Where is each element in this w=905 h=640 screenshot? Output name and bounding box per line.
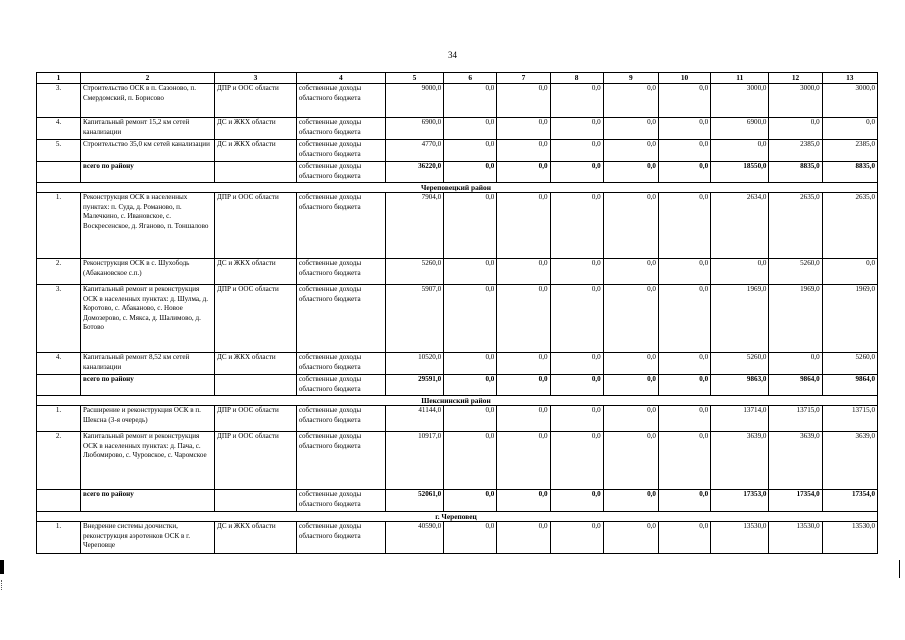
amount-col-5: 52061,0 bbox=[385, 490, 443, 512]
amount-col-11: 0,0 bbox=[711, 259, 769, 285]
amount-col-13: 13715,0 bbox=[822, 406, 877, 432]
row-number: 2. bbox=[37, 259, 81, 285]
amount-col-13: 1969,0 bbox=[822, 285, 877, 353]
column-header-8: 8 bbox=[550, 73, 603, 84]
funding-source: собственные доходы областного бюджета bbox=[296, 375, 385, 396]
amount-col-6: 0,0 bbox=[444, 193, 497, 259]
measure-name: всего по району bbox=[80, 375, 214, 396]
amount-col-12: 0,0 bbox=[769, 118, 822, 140]
table-row bbox=[37, 353, 878, 375]
row-number bbox=[37, 490, 81, 512]
amount-col-9: 0,0 bbox=[603, 375, 658, 396]
measure-name: Строительство ОСК в п. Сазоново, п. Смердомский, п. Борисово bbox=[80, 84, 214, 118]
amount-col-10: 0,0 bbox=[658, 118, 710, 140]
responsible bbox=[215, 375, 297, 396]
amount-col-9: 0,0 bbox=[603, 84, 658, 118]
total-row bbox=[37, 375, 878, 396]
amount-col-11: 18550,0 bbox=[711, 162, 769, 183]
amount-col-13: 9864,0 bbox=[822, 375, 877, 396]
amount-col-5: 40590,0 bbox=[385, 522, 443, 554]
funding-source: собственные доходы областного бюджета bbox=[296, 490, 385, 512]
amount-col-9: 0,0 bbox=[603, 285, 658, 353]
amount-col-9: 0,0 bbox=[603, 193, 658, 259]
funding-source: собственные доходы областного бюджета bbox=[296, 432, 385, 490]
amount-col-7: 0,0 bbox=[497, 84, 550, 118]
amount-col-7: 0,0 bbox=[497, 522, 550, 554]
total-row bbox=[37, 162, 878, 183]
amount-col-7: 0,0 bbox=[497, 490, 550, 512]
amount-col-11: 3000,0 bbox=[711, 84, 769, 118]
amount-col-8: 0,0 bbox=[550, 193, 603, 259]
amount-col-10: 0,0 bbox=[658, 162, 710, 183]
responsible: ДПР и ООС области bbox=[215, 432, 297, 490]
funding-source: собственные доходы областного бюджета bbox=[296, 285, 385, 353]
amount-col-8: 0,0 bbox=[550, 353, 603, 375]
responsible: ДС и ЖКХ области bbox=[215, 353, 297, 375]
column-header-11: 11 bbox=[711, 73, 769, 84]
amount-col-6: 0,0 bbox=[444, 375, 497, 396]
amount-col-7: 0,0 bbox=[497, 118, 550, 140]
measure-name: всего по району bbox=[80, 490, 214, 512]
row-number: 5. bbox=[37, 140, 81, 162]
section-title: г. Череповец bbox=[37, 512, 878, 522]
amount-col-5: 36220,0 bbox=[385, 162, 443, 183]
amount-col-12: 5260,0 bbox=[769, 259, 822, 285]
amount-col-6: 0,0 bbox=[444, 162, 497, 183]
funding-source: собственные доходы областного бюджета bbox=[296, 353, 385, 375]
responsible: ДС и ЖКХ области bbox=[215, 522, 297, 554]
amount-col-12: 2385,0 bbox=[769, 140, 822, 162]
scan-mark-right bbox=[899, 560, 900, 578]
amount-col-5: 5260,0 bbox=[385, 259, 443, 285]
amount-col-10: 0,0 bbox=[658, 193, 710, 259]
table-row bbox=[37, 406, 878, 432]
measure-name: Капитальный ремонт и реконструкция ОСК в населенных пунктах: д. Пача, с. Любомирово, с. Чуровское, с. Чаромское bbox=[80, 432, 214, 490]
table-row bbox=[37, 259, 878, 285]
amount-col-6: 0,0 bbox=[444, 432, 497, 490]
amount-col-7: 0,0 bbox=[497, 353, 550, 375]
amount-col-11: 17353,0 bbox=[711, 490, 769, 512]
amount-col-6: 0,0 bbox=[444, 285, 497, 353]
amount-col-8: 0,0 bbox=[550, 140, 603, 162]
table-row bbox=[37, 84, 878, 118]
measure-name: Капитальный ремонт 8,52 км сетей канализации bbox=[80, 353, 214, 375]
column-header-2: 2 bbox=[80, 73, 214, 84]
amount-col-5: 29591,0 bbox=[385, 375, 443, 396]
funding-source: собственные доходы областного бюджета bbox=[296, 118, 385, 140]
row-number: 4. bbox=[37, 353, 81, 375]
amount-col-9: 0,0 bbox=[603, 490, 658, 512]
amount-col-9: 0,0 bbox=[603, 118, 658, 140]
amount-col-9: 0,0 bbox=[603, 432, 658, 490]
column-header-10: 10 bbox=[658, 73, 710, 84]
amount-col-10: 0,0 bbox=[658, 285, 710, 353]
section-title: Шекснинский район bbox=[37, 396, 878, 406]
funding-source: собственные доходы областного бюджета bbox=[296, 162, 385, 183]
responsible: ДПР и ООС области bbox=[215, 285, 297, 353]
table-row bbox=[37, 118, 878, 140]
measure-name: Капитальный ремонт и реконструкция ОСК в населенных пунктах: д. Шулма, д. Коротово, с. Абаканово, с. Новое Домозерово, с. Мякса, д. Шалимово, д. Ботово bbox=[80, 285, 214, 353]
row-number: 3. bbox=[37, 84, 81, 118]
header-row bbox=[37, 73, 878, 84]
responsible bbox=[215, 162, 297, 183]
amount-col-10: 0,0 bbox=[658, 84, 710, 118]
amount-col-7: 0,0 bbox=[497, 140, 550, 162]
amount-col-8: 0,0 bbox=[550, 375, 603, 396]
column-header-9: 9 bbox=[603, 73, 658, 84]
amount-col-10: 0,0 bbox=[658, 432, 710, 490]
scan-dots bbox=[1, 580, 4, 590]
column-header-3: 3 bbox=[215, 73, 297, 84]
responsible: ДС и ЖКХ области bbox=[215, 259, 297, 285]
amount-col-9: 0,0 bbox=[603, 406, 658, 432]
amount-col-11: 2634,0 bbox=[711, 193, 769, 259]
row-number bbox=[37, 375, 81, 396]
amount-col-11: 1969,0 bbox=[711, 285, 769, 353]
section-row bbox=[37, 183, 878, 193]
amount-col-10: 0,0 bbox=[658, 375, 710, 396]
amount-col-8: 0,0 bbox=[550, 490, 603, 512]
scan-mark-left bbox=[0, 560, 4, 574]
amount-col-6: 0,0 bbox=[444, 259, 497, 285]
amount-col-12: 17354,0 bbox=[769, 490, 822, 512]
funding-source: собственные доходы областного бюджета bbox=[296, 406, 385, 432]
amount-col-12: 13715,0 bbox=[769, 406, 822, 432]
amount-col-8: 0,0 bbox=[550, 259, 603, 285]
amount-col-12: 3639,0 bbox=[769, 432, 822, 490]
total-row bbox=[37, 490, 878, 512]
amount-col-6: 0,0 bbox=[444, 140, 497, 162]
amount-col-5: 6900,0 bbox=[385, 118, 443, 140]
amount-col-8: 0,0 bbox=[550, 84, 603, 118]
responsible: ДПР и ООС области bbox=[215, 406, 297, 432]
amount-col-10: 0,0 bbox=[658, 140, 710, 162]
amount-col-11: 0,0 bbox=[711, 140, 769, 162]
amount-col-7: 0,0 bbox=[497, 432, 550, 490]
amount-col-10: 0,0 bbox=[658, 353, 710, 375]
amount-col-8: 0,0 bbox=[550, 406, 603, 432]
section-row bbox=[37, 512, 878, 522]
table-row bbox=[37, 522, 878, 554]
column-header-4: 4 bbox=[296, 73, 385, 84]
amount-col-6: 0,0 bbox=[444, 490, 497, 512]
column-header-13: 13 bbox=[822, 73, 877, 84]
amount-col-8: 0,0 bbox=[550, 118, 603, 140]
table-row bbox=[37, 193, 878, 259]
amount-col-13: 0,0 bbox=[822, 118, 877, 140]
amount-col-12: 0,0 bbox=[769, 353, 822, 375]
amount-col-9: 0,0 bbox=[603, 522, 658, 554]
measure-name: всего по району bbox=[80, 162, 214, 183]
row-number: 1. bbox=[37, 522, 81, 554]
amount-col-8: 0,0 bbox=[550, 432, 603, 490]
row-number: 1. bbox=[37, 406, 81, 432]
amount-col-7: 0,0 bbox=[497, 259, 550, 285]
funding-source: собственные доходы областного бюджета bbox=[296, 522, 385, 554]
measure-name: Строительство 35,0 км сетей канализации bbox=[80, 140, 214, 162]
budget-table bbox=[36, 72, 878, 554]
amount-col-10: 0,0 bbox=[658, 406, 710, 432]
amount-col-11: 13714,0 bbox=[711, 406, 769, 432]
column-header-5: 5 bbox=[385, 73, 443, 84]
row-number: 3. bbox=[37, 285, 81, 353]
section-title: Череповецкий район bbox=[37, 183, 878, 193]
amount-col-12: 1969,0 bbox=[769, 285, 822, 353]
measure-name: Внедрение системы доочистки, реконструкция аэротенков ОСК в г. Череповце bbox=[80, 522, 214, 554]
amount-col-6: 0,0 bbox=[444, 406, 497, 432]
table-row bbox=[37, 432, 878, 490]
responsible bbox=[215, 490, 297, 512]
amount-col-8: 0,0 bbox=[550, 285, 603, 353]
amount-col-10: 0,0 bbox=[658, 259, 710, 285]
table-row bbox=[37, 285, 878, 353]
column-header-7: 7 bbox=[497, 73, 550, 84]
table-body bbox=[37, 84, 878, 554]
amount-col-6: 0,0 bbox=[444, 84, 497, 118]
amount-col-7: 0,0 bbox=[497, 285, 550, 353]
row-number: 1. bbox=[37, 193, 81, 259]
amount-col-7: 0,0 bbox=[497, 406, 550, 432]
amount-col-9: 0,0 bbox=[603, 259, 658, 285]
measure-name: Реконструкция ОСК в с. Шухободь (Абакановское с.п.) bbox=[80, 259, 214, 285]
section-row bbox=[37, 396, 878, 406]
amount-col-9: 0,0 bbox=[603, 140, 658, 162]
funding-source: собственные доходы областного бюджета bbox=[296, 140, 385, 162]
amount-col-7: 0,0 bbox=[497, 375, 550, 396]
amount-col-13: 17354,0 bbox=[822, 490, 877, 512]
amount-col-8: 0,0 bbox=[550, 162, 603, 183]
amount-col-13: 2635,0 bbox=[822, 193, 877, 259]
row-number: 4. bbox=[37, 118, 81, 140]
amount-col-13: 3639,0 bbox=[822, 432, 877, 490]
funding-source: собственные доходы областного бюджета bbox=[296, 193, 385, 259]
amount-col-13: 2385,0 bbox=[822, 140, 877, 162]
amount-col-5: 9000,0 bbox=[385, 84, 443, 118]
amount-col-5: 10917,0 bbox=[385, 432, 443, 490]
amount-col-12: 13530,0 bbox=[769, 522, 822, 554]
funding-source: собственные доходы областного бюджета bbox=[296, 259, 385, 285]
responsible: ДС и ЖКХ области bbox=[215, 140, 297, 162]
amount-col-10: 0,0 bbox=[658, 522, 710, 554]
amount-col-13: 0,0 bbox=[822, 259, 877, 285]
amount-col-5: 41144,0 bbox=[385, 406, 443, 432]
measure-name: Капитальный ремонт 15,2 км сетей канализации bbox=[80, 118, 214, 140]
column-header-1: 1 bbox=[37, 73, 81, 84]
row-number bbox=[37, 162, 81, 183]
amount-col-6: 0,0 bbox=[444, 522, 497, 554]
amount-col-12: 2635,0 bbox=[769, 193, 822, 259]
amount-col-7: 0,0 bbox=[497, 193, 550, 259]
amount-col-6: 0,0 bbox=[444, 353, 497, 375]
amount-col-13: 5260,0 bbox=[822, 353, 877, 375]
amount-col-5: 10520,0 bbox=[385, 353, 443, 375]
amount-col-5: 4770,0 bbox=[385, 140, 443, 162]
row-number: 2. bbox=[37, 432, 81, 490]
responsible: ДС и ЖКХ области bbox=[215, 118, 297, 140]
amount-col-12: 9864,0 bbox=[769, 375, 822, 396]
amount-col-9: 0,0 bbox=[603, 353, 658, 375]
measure-name: Расширение и реконструкция ОСК в п. Шексна (3-я очередь) bbox=[80, 406, 214, 432]
column-header-12: 12 bbox=[769, 73, 822, 84]
amount-col-5: 5907,0 bbox=[385, 285, 443, 353]
funding-source: собственные доходы областного бюджета bbox=[296, 84, 385, 118]
amount-col-11: 5260,0 bbox=[711, 353, 769, 375]
amount-col-13: 3000,0 bbox=[822, 84, 877, 118]
responsible: ДПР и ООС области bbox=[215, 193, 297, 259]
amount-col-13: 13530,0 bbox=[822, 522, 877, 554]
column-header-6: 6 bbox=[444, 73, 497, 84]
amount-col-9: 0,0 bbox=[603, 162, 658, 183]
amount-col-13: 8835,0 bbox=[822, 162, 877, 183]
amount-col-8: 0,0 bbox=[550, 522, 603, 554]
amount-col-6: 0,0 bbox=[444, 118, 497, 140]
page-number: 34 bbox=[448, 50, 457, 60]
amount-col-5: 7904,0 bbox=[385, 193, 443, 259]
amount-col-7: 0,0 bbox=[497, 162, 550, 183]
table-row bbox=[37, 140, 878, 162]
amount-col-11: 9863,0 bbox=[711, 375, 769, 396]
responsible: ДПР и ООС области bbox=[215, 84, 297, 118]
amount-col-12: 8835,0 bbox=[769, 162, 822, 183]
amount-col-11: 3639,0 bbox=[711, 432, 769, 490]
measure-name: Реконструкция ОСК в населенных пунктах: п. Суда, д. Романово, п. Малечкино, с. Ивановское, с. Воскресенское, д. Яганово, п. Тоншалово bbox=[80, 193, 214, 259]
amount-col-11: 6900,0 bbox=[711, 118, 769, 140]
amount-col-10: 0,0 bbox=[658, 490, 710, 512]
amount-col-11: 13530,0 bbox=[711, 522, 769, 554]
amount-col-12: 3000,0 bbox=[769, 84, 822, 118]
